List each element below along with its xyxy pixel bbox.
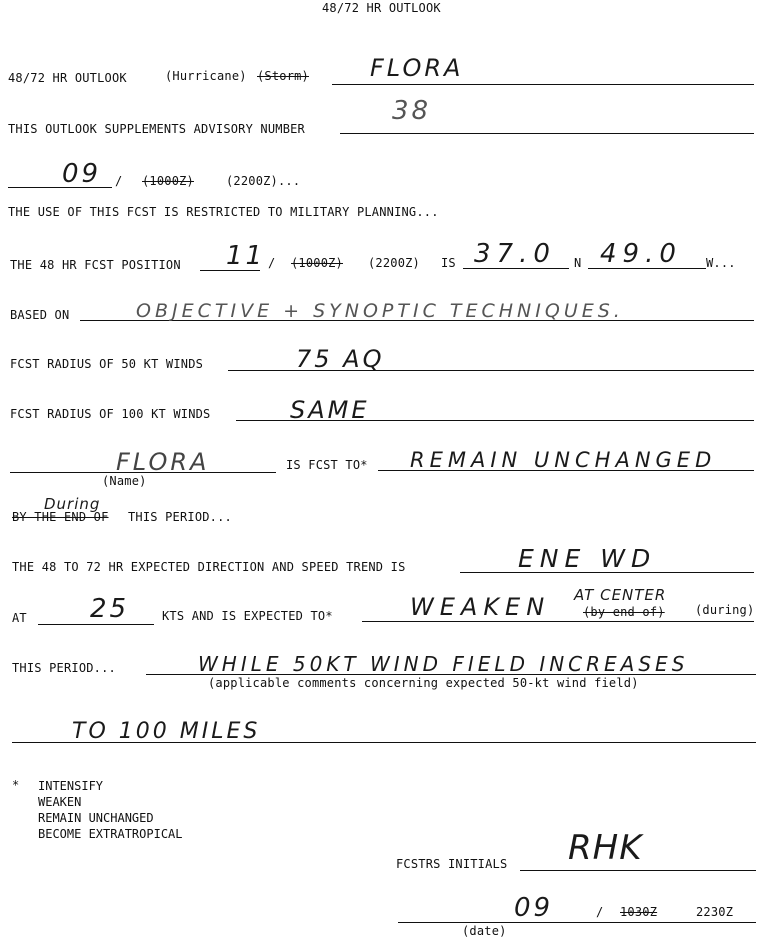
technique-handwritten: OBJECTIVE + SYNOPTIC TECHNIQUES. bbox=[136, 300, 624, 322]
kts-expected-label: KTS AND IS EXPECTED TO* bbox=[162, 609, 333, 623]
radius-100kt-label: FCST RADIUS OF 100 KT WINDS bbox=[10, 407, 211, 421]
advisory-line bbox=[340, 133, 754, 134]
direction-trend-label: THE 48 TO 72 HR EXPECTED DIRECTION AND SPEED TREND IS bbox=[12, 560, 406, 574]
comments-handwritten-2: TO 100 MILES bbox=[72, 719, 261, 744]
this-period-label-2: THIS PERIOD... bbox=[12, 661, 116, 675]
time-2200z-2: (2200Z) bbox=[368, 256, 420, 270]
slash-2: / bbox=[268, 256, 276, 270]
day-handwritten-1: 09 bbox=[62, 159, 102, 189]
speed-handwritten: 25 bbox=[90, 594, 130, 624]
radius-50kt-handwritten: 75 AQ bbox=[296, 345, 385, 373]
is-label: IS bbox=[441, 256, 456, 270]
time-2230z: 2230Z bbox=[696, 905, 734, 919]
option-remain-unchanged: REMAIN UNCHANGED bbox=[38, 811, 154, 825]
fcst-outcome-handwritten: REMAIN UNCHANGED bbox=[410, 448, 717, 472]
north-label: N bbox=[574, 256, 582, 270]
option-intensify: INTENSIFY bbox=[38, 779, 104, 793]
date-day-handwritten: 09 bbox=[514, 893, 554, 923]
storm-name-handwritten: FLORA bbox=[370, 54, 464, 82]
form-title: 48/72 HR OUTLOOK bbox=[322, 1, 441, 15]
option-weaken: WEAKEN bbox=[38, 795, 82, 809]
during-insert-handwritten: During bbox=[44, 495, 101, 513]
option-become-extratropical: BECOME EXTRATROPICAL bbox=[38, 827, 183, 841]
based-on-label: BASED ON bbox=[10, 308, 70, 322]
speed-line bbox=[38, 624, 154, 625]
name-caption: (Name) bbox=[102, 474, 147, 488]
time-2200z: (2200Z)... bbox=[226, 174, 301, 188]
date-caption: (date) bbox=[462, 924, 507, 938]
storm-option-struck: (Storm) bbox=[257, 69, 309, 83]
radius-100kt-handwritten: SAME bbox=[290, 396, 370, 424]
name-line bbox=[332, 84, 754, 85]
footnote-star: * bbox=[12, 778, 20, 792]
advisory-number-handwritten: 38 bbox=[392, 96, 432, 126]
comments-caption: (applicable comments concerning expected 50-kt wind field) bbox=[208, 676, 639, 690]
comments-handwritten: WHILE 50KT WIND FIELD INCREASES bbox=[198, 652, 689, 676]
by-end-of-struck: BY THE END OF bbox=[12, 510, 109, 524]
expected-line bbox=[362, 621, 754, 622]
at-label: AT bbox=[12, 611, 27, 625]
west-label: W... bbox=[706, 256, 736, 270]
this-period-label: THIS PERIOD... bbox=[128, 510, 232, 524]
footnote-options bbox=[38, 778, 183, 842]
time-1030z-struck: 1030Z bbox=[620, 905, 658, 919]
date-slash: / bbox=[596, 905, 604, 919]
advisory-label: THIS OUTLOOK SUPPLEMENTS ADVISORY NUMBER bbox=[8, 122, 305, 136]
outlook-label: 48/72 HR OUTLOOK bbox=[8, 71, 127, 85]
position-label: THE 48 HR FCST POSITION bbox=[10, 258, 181, 272]
forecaster-initials-label: FCSTRS INITIALS bbox=[396, 857, 508, 871]
hurricane-option: (Hurricane) bbox=[165, 69, 247, 83]
initials-line bbox=[520, 870, 756, 871]
initials-handwritten: RHK bbox=[568, 828, 643, 868]
latitude-handwritten: 37.0 bbox=[474, 239, 556, 269]
slash-1: / bbox=[115, 174, 123, 188]
at-center-handwritten: AT CENTER bbox=[574, 586, 667, 604]
fcst-to-label: IS FCST TO* bbox=[286, 458, 368, 472]
during-label: (during) bbox=[695, 603, 755, 617]
day-handwritten-2: 11 bbox=[226, 241, 266, 271]
time-1000z-struck-2: (1000Z) bbox=[291, 256, 343, 270]
time-1000z-struck: (1000Z) bbox=[142, 174, 194, 188]
direction-trend-handwritten: ENE WD bbox=[518, 544, 657, 573]
longitude-handwritten: 49.0 bbox=[600, 239, 682, 269]
restriction-notice: THE USE OF THIS FCST IS RESTRICTED TO MILITARY PLANNING... bbox=[8, 205, 439, 219]
by-end-of-struck-2: (by end of) bbox=[583, 605, 665, 619]
storm-name-handwritten-2: FLORA bbox=[116, 448, 210, 476]
radius-50kt-label: FCST RADIUS OF 50 KT WINDS bbox=[10, 357, 204, 371]
expected-change-handwritten: WEAKEN bbox=[410, 593, 551, 621]
date-line bbox=[398, 922, 756, 923]
